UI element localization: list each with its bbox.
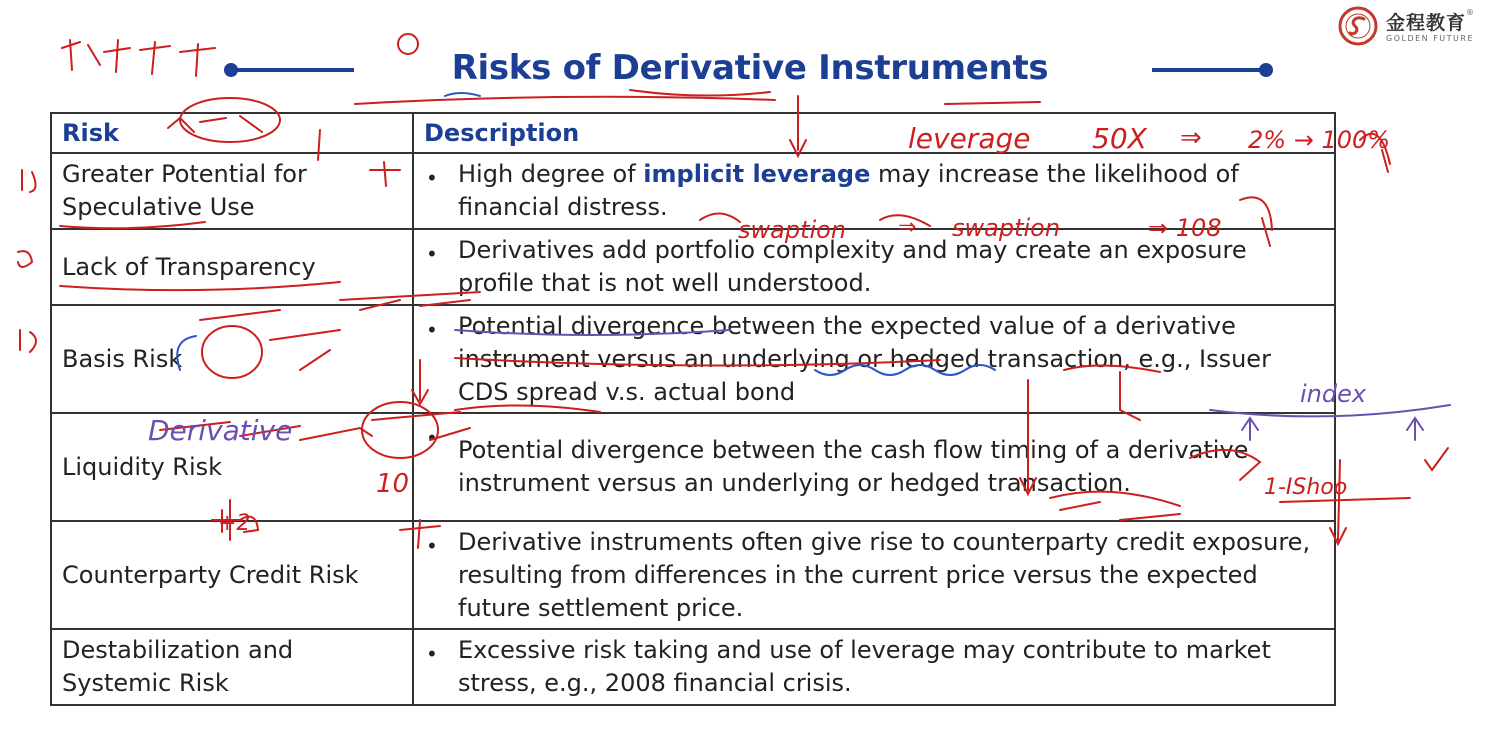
risk-description: • Potential divergence between the cash flow timing of a derivative instrument versus an underlying or hedged transaction. [413,413,1335,521]
ink-marker [20,330,36,352]
ink-label-times: 50X [1092,122,1147,155]
title-left-rule [230,68,354,72]
header-description: Description [413,113,1335,153]
ink-label-leverage: leverage [908,122,1031,155]
risk-description: • High degree of implicit leverage may increase the likelihood of financial distress. [413,153,1335,229]
table-row [51,229,1335,305]
bullet: • [426,426,438,450]
ink-check [1425,448,1448,470]
risk-name: Lack of Transparency [51,229,413,305]
ink-underline [945,102,1040,104]
table-row [51,305,1335,413]
logo-chinese-name: 金程教育® [1386,8,1476,34]
risk-name: Destabilization and Systemic Risk [51,629,413,705]
ink-arrow-symbol: ⇒ [898,215,917,240]
bullet: • [426,534,438,558]
ink-marker [18,251,32,267]
ink-label-10: 10 [376,469,410,499]
ink-label-index: index [1300,380,1367,408]
risk-name: Basis Risk [51,305,413,413]
ink-scribble [62,40,215,76]
risk-name: Counterparty Credit Risk [51,521,413,629]
ink-underline [445,93,480,96]
ink-marker [22,170,36,192]
slide-title: Risks of Derivative Instruments [451,48,1049,88]
ink-label-swaption-2: swaption [952,214,1061,242]
logo-english-name: GOLDEN FUTURE [1386,34,1475,43]
risk-name: Liquidity Risk [51,413,413,521]
risk-description: • Excessive risk taking and use of leverage may contribute to market stress, e.g., 2008 financial crisis. [413,629,1335,705]
implicit-leverage-highlight: implicit leverage [643,160,871,188]
table-row [51,629,1335,705]
ink-label-derivative: Derivative [148,414,293,447]
bullet: • [426,318,438,342]
title-right-dot [1259,63,1273,77]
ink-label-result: ⇒ 108 [1148,214,1222,242]
table-row [51,413,1335,521]
ink-underline [355,90,775,104]
bullet: • [426,242,438,266]
risk-description: • Derivative instruments often give rise to counterparty credit exposure, resulting from differences in the current price versus the expected future settlement price. [413,521,1335,629]
table-row [51,521,1335,629]
company-logo [1338,6,1478,46]
table-row [51,153,1335,229]
ink-label-pct: 2% → 100% [1248,126,1391,154]
title-right-rule [1152,68,1264,72]
table-header-row [51,113,1335,153]
header-risk: Risk [51,113,413,153]
risk-description: • Potential divergence between the expected value of a derivative instrument versus an underlying or hedged transaction, e.g., Issuer CDS spread v.s. actual bond [413,305,1335,413]
ink-arrow [1407,418,1423,440]
bullet: • [426,166,438,190]
bullet: • [426,642,438,666]
risk-name: Greater Potential for Speculative Use [51,153,413,229]
ink-label-plus2: +2 [218,511,251,536]
ink-label-swaption: swaption [738,216,847,244]
ink-label-shoo: 1-IShoo [1264,475,1348,500]
ink-arrow-symbol: ⇒ [1180,123,1202,153]
logo-seal-icon [1338,6,1378,46]
risk-description: • Derivatives add portfolio complexity and may create an exposure profile that is not well understood. [413,229,1335,305]
ink-scribble [1360,134,1390,172]
risks-table [50,112,1336,706]
